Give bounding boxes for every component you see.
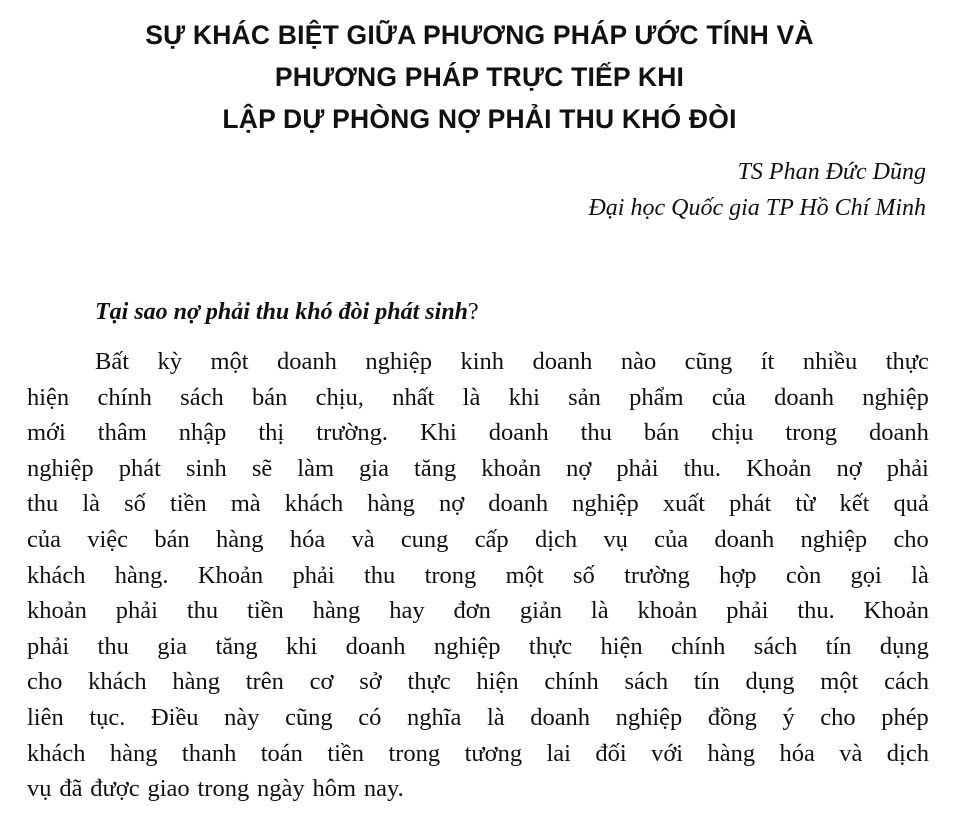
word: cấp (474, 525, 509, 553)
word: từ (795, 490, 816, 518)
word: trường (624, 561, 690, 589)
word: ý (782, 703, 795, 731)
word: Khoản (863, 597, 929, 625)
word: là (82, 490, 101, 518)
word: thu (580, 419, 612, 447)
word: khoản (637, 597, 698, 625)
paragraph-line (27, 558, 929, 594)
word: toán (260, 739, 303, 767)
word: chính (544, 668, 599, 696)
paragraph-line (27, 451, 929, 487)
word: thị (258, 419, 285, 447)
title-line-3: LẬP DỰ PHÒNG NỢ PHẢI THU KHÓ ĐÒI (222, 104, 737, 134)
word: cho (27, 668, 63, 696)
paragraph-line (27, 486, 929, 522)
word: quả (893, 490, 929, 518)
word: sách (753, 632, 798, 660)
word: phải (726, 597, 769, 625)
word: của (711, 383, 746, 411)
word: doanh (774, 383, 834, 411)
word: trên (245, 668, 284, 696)
word: cho (893, 525, 929, 553)
word: một (210, 348, 249, 375)
word: nợ (438, 490, 465, 518)
word: và (351, 525, 375, 553)
word: dịch (886, 739, 929, 767)
word: thu. (683, 454, 722, 482)
word: vụ (603, 525, 628, 553)
word: là (462, 383, 481, 411)
word: trong (388, 739, 441, 767)
paragraph-line (27, 593, 929, 629)
word: thực (528, 632, 573, 660)
word: trong (424, 561, 477, 589)
word: thu (27, 490, 59, 518)
word: sở (359, 668, 382, 696)
word: tăng (414, 454, 457, 482)
word: khi (508, 383, 540, 411)
word: dụng (879, 632, 929, 660)
word: nhập (178, 419, 227, 447)
word: hàng (215, 525, 264, 553)
word: bán (643, 419, 680, 447)
word: sinh (185, 454, 227, 482)
word: cung (400, 525, 449, 553)
word: được (90, 775, 140, 803)
word: hay (389, 597, 425, 625)
paragraph-line (27, 522, 929, 558)
word: chịu (711, 419, 754, 447)
word: cơ (309, 668, 334, 696)
word: gia (359, 454, 389, 482)
word: đã (59, 775, 83, 803)
word: nợ (836, 454, 862, 482)
word: hàng (367, 490, 415, 518)
body-paragraph (27, 344, 929, 807)
word: sách (624, 668, 669, 696)
word: tiền (247, 597, 284, 625)
word: nghiệp (27, 454, 94, 482)
paragraph-line (27, 344, 929, 380)
word: của (654, 525, 689, 553)
paragraph-line (27, 629, 929, 665)
word: đối (595, 739, 627, 767)
word: phép (881, 703, 929, 731)
word: sản (568, 383, 601, 411)
word: dụng (745, 668, 795, 696)
author-block (588, 154, 926, 226)
section-heading-text: Tại sao nợ phải thu khó đòi phát sinh (95, 299, 469, 325)
word: bán (251, 383, 288, 411)
word: khách (88, 668, 147, 696)
word: là (486, 703, 505, 731)
word: và (839, 739, 863, 767)
word: hàng (172, 668, 220, 696)
title-line-2: PHƯƠNG PHÁP TRỰC TIẾP KHI (274, 62, 685, 92)
word: hợp (719, 561, 757, 589)
word: nghiệp (365, 348, 433, 375)
word: tăng (215, 632, 258, 660)
word: thâm (97, 419, 147, 447)
word: khách (27, 561, 86, 589)
word: cũng (285, 703, 333, 731)
paragraph-line (27, 771, 929, 807)
word: chính (671, 632, 726, 660)
word: bán (154, 525, 190, 553)
paragraph-line (27, 664, 929, 700)
word: doanh (530, 703, 591, 731)
section-heading (95, 294, 479, 330)
word: doanh (488, 490, 549, 518)
word: sẽ (251, 454, 273, 482)
word: sách (180, 383, 224, 411)
author-name: TS Phan Đức Dũng (737, 159, 926, 185)
word: mà (230, 490, 261, 518)
document-title (0, 14, 959, 140)
word: thu. (797, 597, 835, 625)
word: số (573, 561, 595, 589)
word: hiện (476, 668, 519, 696)
word: hàng (312, 597, 361, 625)
word: nghiệp (615, 703, 683, 731)
word: thu (186, 597, 219, 625)
word: phẩm (629, 383, 684, 411)
word: gia (157, 632, 188, 660)
word: của (27, 525, 61, 553)
word: Khoản (746, 454, 812, 482)
word: hàng (109, 739, 158, 767)
word: đơn (453, 597, 491, 625)
paragraph-line (27, 736, 929, 772)
word: khách (27, 739, 86, 767)
word: hiện (27, 383, 70, 411)
word: làm (297, 454, 335, 482)
word: doanh (488, 419, 549, 447)
word: hàng. (114, 561, 169, 589)
word: liên (27, 703, 64, 731)
word: Điều (150, 703, 199, 731)
word: nghiệp (862, 383, 929, 411)
paragraph-line (27, 380, 929, 416)
word: phải (27, 632, 70, 660)
word: hóa (779, 739, 815, 767)
word: khoản (481, 454, 542, 482)
word: tục. (89, 703, 126, 731)
word: là (590, 597, 609, 625)
word: tiền (169, 490, 207, 518)
word: nhất (392, 383, 435, 411)
word: doanh (277, 348, 337, 375)
word: phải (115, 597, 158, 625)
word: nợ (566, 454, 592, 482)
word: tín (693, 668, 720, 696)
word: doanh (532, 348, 593, 375)
word: doanh (345, 632, 406, 660)
title-line-1: SỰ KHÁC BIỆT GIỮA PHƯƠNG PHÁP ƯỚC TÍNH VÀ (145, 20, 814, 50)
word: khi (286, 632, 318, 660)
word: hiện (600, 632, 643, 660)
word: hóa (289, 525, 326, 553)
word: khách (284, 490, 344, 518)
word: phát (118, 454, 161, 482)
word: với (651, 739, 684, 767)
word: một (505, 561, 544, 589)
word: cũng (684, 348, 733, 375)
word: đồng (707, 703, 757, 731)
word: chính (97, 383, 152, 411)
word: ít (760, 348, 775, 375)
word: hàng (707, 739, 756, 767)
word: nghiệp (433, 632, 501, 660)
word: trường. (316, 419, 389, 447)
word: mới (27, 419, 66, 447)
word: kinh (460, 348, 505, 375)
word: tương (464, 739, 523, 767)
word: thu (97, 632, 129, 660)
word: này (224, 703, 260, 731)
word: có (358, 703, 382, 731)
word: lai (546, 739, 571, 767)
word: nhiều (802, 348, 858, 375)
word: thanh (181, 739, 237, 767)
word: thu (363, 561, 396, 589)
word: doanh (869, 419, 929, 447)
word: vụ (27, 775, 52, 803)
section-heading-suffix: ? (468, 299, 479, 325)
word: giản (519, 597, 563, 625)
word: nào (620, 348, 657, 375)
word: cho (820, 703, 856, 731)
word: nay. (363, 775, 404, 803)
author-affiliation: Đại học Quốc gia TP Hồ Chí Minh (588, 195, 926, 221)
word: trong (197, 775, 250, 803)
word: nghiệp (572, 490, 639, 518)
word: trong (785, 419, 838, 447)
word: dịch (534, 525, 578, 553)
word: tiền (327, 739, 365, 767)
word: phải (616, 454, 659, 482)
word: cách (884, 668, 929, 696)
word: kết (839, 490, 870, 518)
word: chịu, (315, 383, 364, 411)
paragraph-line (27, 415, 929, 451)
word: thực (885, 348, 929, 375)
paragraph-line (27, 700, 929, 736)
word: Bất (95, 348, 130, 375)
word: tín (825, 632, 852, 660)
word: xuất (662, 490, 706, 518)
word: một (820, 668, 859, 696)
word: nghiệp (800, 525, 868, 553)
word: thực (407, 668, 451, 696)
word: việc (87, 525, 129, 553)
word: là (911, 561, 929, 589)
word: doanh (714, 525, 775, 553)
word: còn (785, 561, 822, 589)
word: ngày (257, 775, 305, 803)
word: khoản (27, 597, 87, 625)
word: Khi (420, 419, 457, 447)
word: gọi (850, 561, 882, 589)
word: nghĩa (406, 703, 462, 731)
word: kỳ (157, 348, 182, 375)
word: phải (886, 454, 929, 482)
word: Khoản (197, 561, 264, 589)
word: phát (729, 490, 772, 518)
word: phải (292, 561, 335, 589)
word: hôm (312, 775, 357, 803)
word: số (124, 490, 146, 518)
word: giao (147, 775, 190, 803)
